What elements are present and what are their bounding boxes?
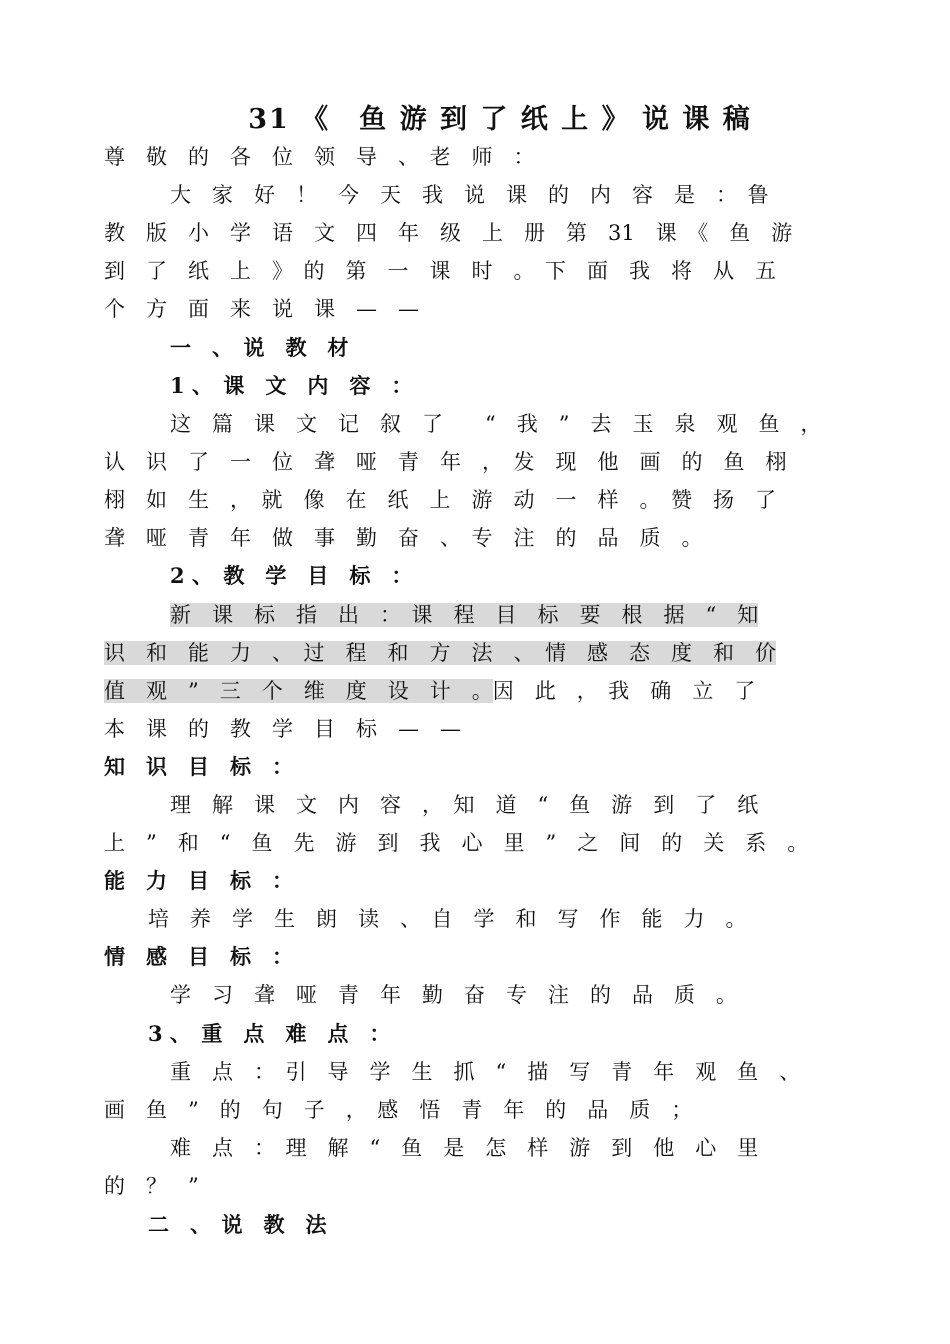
content-line-4: 聋 哑 青 年 做 事 勤 奋 、 专 注 的 品 质 。 [104, 526, 703, 550]
objectives-line-1 [104, 596, 930, 634]
key-point-line-1: 重 点 ： 引 导 学 生 抓 “ 描 写 青 年 观 鱼 、 [170, 1060, 801, 1084]
objectives-line-3 [104, 672, 864, 710]
intro-line-2: 教 版 小 学 语 文 四 年 级 上 册 第 31 课 《 鱼 游 [104, 221, 793, 245]
objectives-line-2 [104, 634, 864, 672]
intro-line-4: 个 方 面 来 说 课 — — [104, 297, 419, 321]
ability-line: 培 养 学 生 朗 读 、 自 学 和 写 作 能 力 。 [148, 907, 747, 931]
difficulty-line-1: 难 点 ： 理 解 “ 鱼 是 怎 样 游 到 他 心 里 [170, 1136, 759, 1160]
content-line-3: 栩 如 生 ， 就 像 在 纸 上 游 动 一 样 。 赞 扬 了 [104, 488, 776, 512]
content-line-2: 认 识 了 一 位 聋 哑 青 年 ， 发 现 他 画 的 鱼 栩 [104, 450, 787, 474]
intro-line-3: 到 了 纸 上 》 的 第 一 课 时 。 下 面 我 将 从 五 [104, 259, 776, 283]
knowledge-objective-heading: 知 识 目 标 ： [104, 754, 293, 779]
emotion-line: 学 习 聋 哑 青 年 勤 奋 专 注 的 品 质 。 [170, 983, 737, 1007]
ability-objective-heading: 能 力 目 标 ： [104, 868, 293, 893]
intro-line-1: 大 家 好 ！ 今 天 我 说 课 的 内 容 是 ： 鲁 [170, 183, 769, 207]
highlighted-text: 值 观 ” 三 个 维 度 设 计 。 [104, 679, 493, 703]
subheading-content: 1 、 课 文 内 容 ： [170, 373, 413, 398]
difficulty-line-2: 的 ？ ” [104, 1174, 199, 1198]
section-heading-textbook: 一 、 说 教 材 [170, 335, 349, 360]
highlighted-text: 识 和 能 力 、 过 程 和 方 法 、 情 感 态 度 和 价 [104, 641, 776, 665]
greeting: 尊 敬 的 各 位 领 导 、 老 师 ： [104, 145, 535, 169]
key-point-line-2: 画 鱼 ” 的 句 子 ， 感 悟 青 年 的 品 质 ； [104, 1098, 693, 1122]
subheading-key-points: 3 、 重 点 难 点 ： [148, 1021, 391, 1046]
subheading-objectives: 2 、 教 学 目 标 ： [170, 563, 413, 588]
section-heading-method: 二 、 说 教 法 [148, 1212, 327, 1237]
knowledge-line-2: 上 ” 和 “ 鱼 先 游 到 我 心 里 ” 之 间 的 关 系 。 [104, 831, 809, 855]
highlighted-text: 新 课 标 指 出 ： 课 程 目 标 要 根 据 “ 知 [170, 603, 759, 627]
document-title: 31 《 鱼 游 到 了 纸 上 》 说 课 稿 [248, 104, 752, 135]
objectives-line-4: 本 课 的 教 学 目 标 — — [104, 717, 461, 741]
content-line-1: 这 篇 课 文 记 叙 了 “ 我 ” 去 玉 泉 观 鱼 ， [170, 412, 822, 436]
emotion-objective-heading: 情 感 目 标 ： [104, 944, 293, 969]
objectives-line-3-tail: 因 此 ， 我 确 立 了 [492, 679, 756, 703]
knowledge-line-1: 理 解 课 文 内 容 ， 知 道 “ 鱼 游 到 了 纸 [170, 793, 759, 817]
